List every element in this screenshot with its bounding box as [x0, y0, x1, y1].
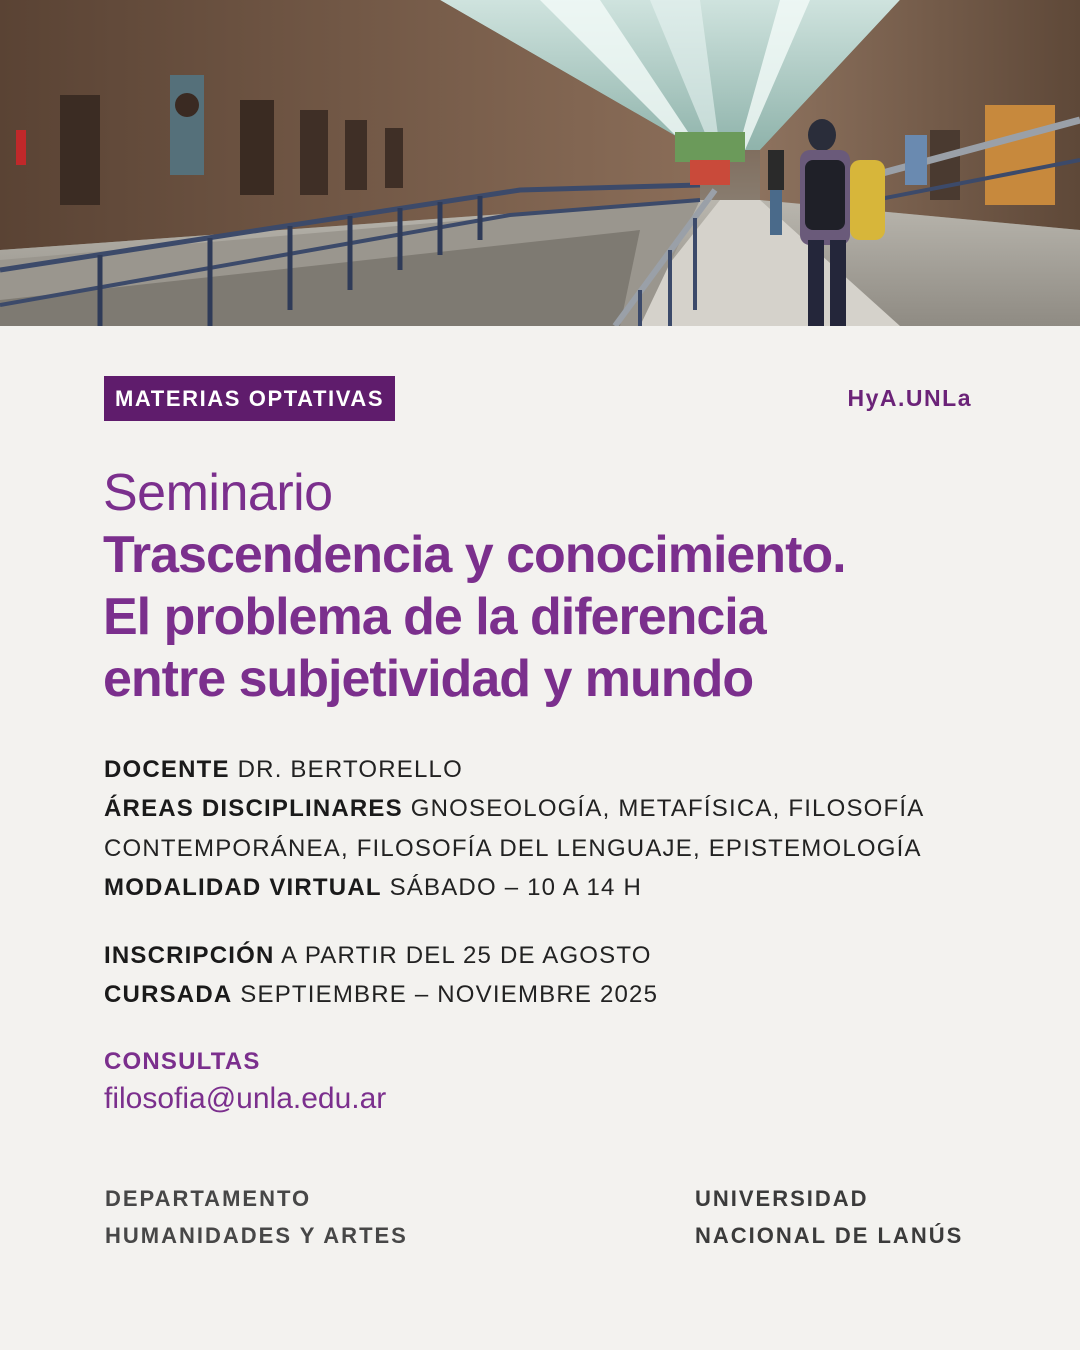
seminar-title-line: El problema de la diferencia	[103, 588, 766, 646]
inscripcion-value: A PARTIR DEL 25 DE AGOSTO	[281, 942, 652, 969]
department-line: DEPARTAMENTO	[105, 1186, 312, 1211]
cursada-label: CURSADA	[104, 981, 233, 1009]
seminar-details	[104, 750, 984, 907]
department-name	[105, 1180, 408, 1254]
seminar-title	[103, 524, 846, 710]
areas-row	[104, 789, 984, 828]
seminar-title-line: Trascendencia y conocimiento.	[103, 526, 846, 584]
areas-row-continued	[104, 829, 984, 868]
seminar-dates	[104, 936, 984, 1015]
modalidad-label: MODALIDAD VIRTUAL	[104, 873, 382, 901]
station-hall-photo	[0, 0, 1080, 326]
inscripcion-row	[104, 936, 984, 975]
areas-label: ÁREAS DISCIPLINARES	[104, 795, 403, 823]
university-line: UNIVERSIDAD	[695, 1186, 869, 1211]
department-line: HUMANIDADES Y ARTES	[105, 1223, 408, 1248]
seminar-title-line: entre subjetividad y mundo	[103, 650, 754, 708]
cursada-value: SEPTIEMBRE – NOVIEMBRE 2025	[240, 981, 659, 1009]
modalidad-row	[104, 868, 984, 907]
inscripcion-label: INSCRIPCIÓN	[104, 942, 275, 969]
category-tag: MATERIAS OPTATIVAS	[104, 376, 395, 421]
cursada-row	[104, 975, 984, 1014]
title-kicker: Seminario	[103, 464, 333, 522]
hero-photo	[0, 0, 1080, 326]
areas-value-continued: CONTEMPORÁNEA, FILOSOFÍA DEL LENGUAJE, EPISTEMOLOGÍA	[104, 834, 922, 862]
university-name	[695, 1180, 963, 1254]
university-line: NACIONAL DE LANÚS	[695, 1223, 964, 1248]
contact-email-link[interactable]: filosofia@unla.edu.ar	[104, 1082, 387, 1115]
consultas-label: CONSULTAS	[104, 1048, 261, 1075]
docente-label: DOCENTE	[104, 756, 230, 783]
docente-value: DR. BERTORELLO	[237, 756, 463, 783]
modalidad-value: SÁBADO – 10 A 14 H	[389, 873, 642, 901]
docente-row	[104, 750, 984, 789]
areas-value: GNOSEOLOGÍA, METAFÍSICA, FILOSOFÍA	[410, 795, 925, 823]
brand-logo: HyA.UNLa	[847, 385, 972, 411]
